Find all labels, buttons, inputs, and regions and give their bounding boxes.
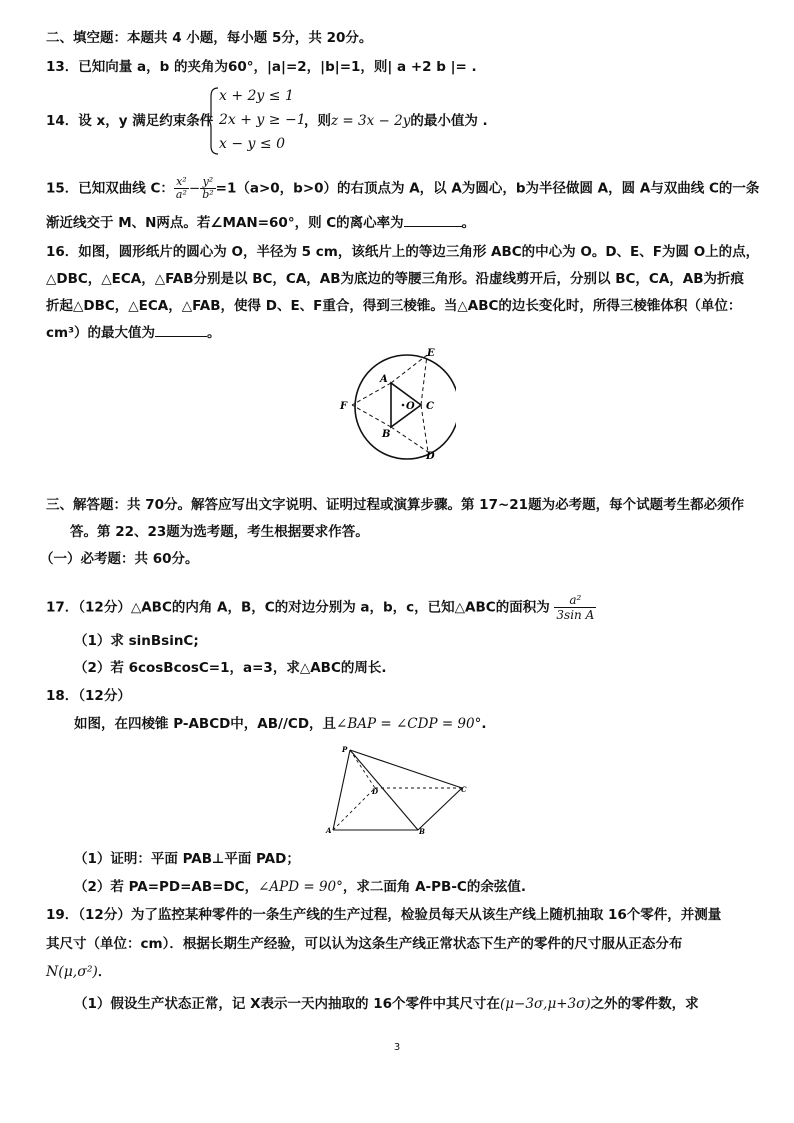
question-15-line2: 渐近线交于 M、N两点。若∠MAN=60°，则 C的离心率为 。 [46,215,476,231]
question-18-head: 18．（12分） [46,688,131,704]
constraint-system [207,86,306,156]
page-number: 3 [393,1042,401,1053]
required-section-header: （一）必考题：共 60分。 [40,551,199,567]
question-16-line3: 折起△DBC，△ECA，△FAB，使得 D、E、F重合，得到三棱锥。当△ABC的边长变化时，所得三棱锥体积（单位： [46,298,742,314]
label-C: C [426,401,434,412]
label-A: A [326,826,332,835]
q14-objective: z = 3x − 2y [331,113,411,129]
question-19-line1: 19．（12分）为了监控某种零件的一条生产线的生产过程，检验员每天从该生产线上随机抽取 16个零件，并测量 [46,907,722,923]
question-19-line3: N(μ,σ²)． [46,964,112,980]
q15-fraction-x: $\frac{\text{x²}}{\text{a²}}$ [175,175,187,201]
question-18-stem: 如图，在四棱锥 P-ABCD中，AB//CD，且∠BAP = ∠CDP = 90°. [74,716,487,732]
question-19-part1: （1）假设生产状态正常，记 X表示一天内抽取的 16个零件中其尺寸在(μ−3σ,μ+3σ)之外的零件数，求 [74,996,699,1012]
question-18-part2: （2）若 PA=PD=AB=DC，∠APD = 90°，求二面角 A-PB-C的余弦值. [74,879,526,895]
label-C: C [461,785,467,794]
answer-blank-16 [155,324,207,337]
label-D: D [372,787,379,796]
question-14-rest [304,112,488,130]
constraint-1: x + 2y ≤ 1 [219,88,294,104]
label-B: B [382,429,391,440]
question-16-line1: 16．如图，圆形纸片的圆心为 O，半径为 5 cm，该纸片上的等边三角形 ABC的中心为 O。D、E、F为圆 O上的点， [46,244,760,260]
question-14-prefix: 14．设 x，y 满足约束条件 [46,113,214,129]
question-16-line2: △DBC，△ECA，△FAB分别是以 BC，CA，AB为底边的等腰三角形。沿虚线剪开后，分别以 BC，CA，AB为折痕 [46,271,745,287]
question-19-line2: 其尺寸（单位：cm）．根据长期生产经验，可以认为这条生产线正常状态下生产的零件的尺寸服从正态分布 [46,936,683,952]
question-15-line1: 15．已知双曲线 C： $\frac{\text{x²}}{\text{a²}}$ − $\frac{\text{y²}}{\text{b²}}$ =1（a>0，b>0）的右顶点为 A，以 A为圆心，b为半径做圆 A，圆 A与双曲线 C的一条 [46,175,760,201]
q15-equation: =1（a>0，b>0）的右顶点为 A，以 A为圆心，b为半径做圆 A，圆 A与双曲线 C的一条 [215,180,760,197]
question-17-part2: （2）若 6cosBcosC=1，a=3，求△ABC的周长. [74,660,387,676]
section3-header-line1: 三、解答题：共 70分。解答应写出文字说明、证明过程或演算步骤。第 17~21题为必考题，每个试题考生都必须作 [46,497,745,513]
section2-header: 二、填空题：本题共 4 小题，每小题 5分，共 20分。 [46,30,373,46]
question-17-part1: （1）求 sinBsinC; [74,633,199,649]
question-17: 17．（12分）△ABC的内角 A，B，C的对边分别为 a，b，c，已知△ABC的面积为 $\frac{\text{a²}}{\text{3sin A}}$ [46,593,595,622]
question-18-part1: （1）证明：平面 PAB⊥平面 PAD； [74,851,300,867]
question-16-line4: cm³）的最大值为 。 [46,325,221,341]
label-D: D [426,451,435,462]
q17-area-fraction: $\frac{\text{a²}}{\text{3sin A}}$ [556,593,595,622]
label-P: P [342,745,348,754]
q14-post: 的最小值为 . [410,113,488,129]
label-E: E [427,348,435,359]
q14-mid: ，则 [304,113,331,129]
answer-blank-15 [404,214,462,227]
constraint-3: x − y ≤ 0 [219,136,285,152]
label-A: A [380,374,388,385]
q15-fraction-y: $\frac{\text{y²}}{\text{b²}}$ [202,175,214,201]
label-F: F [340,401,348,412]
q15-prefix: 15．已知双曲线 C： [46,180,174,197]
label-B: B [419,827,425,836]
constraint-2: 2x + y ≥ −1 [219,112,306,128]
label-O: O [406,401,415,412]
figure-18-pyramid-diagram [322,744,472,836]
figure-16-circle-diagram [336,345,456,463]
section3-header-line2: 答。第 22、23题为选考题，考生根据要求作答。 [70,524,369,540]
question-13: 13．已知向量 a，b 的夹角为60°，|a|=2，|b|=1，则| a +2 b |= . [46,59,477,75]
